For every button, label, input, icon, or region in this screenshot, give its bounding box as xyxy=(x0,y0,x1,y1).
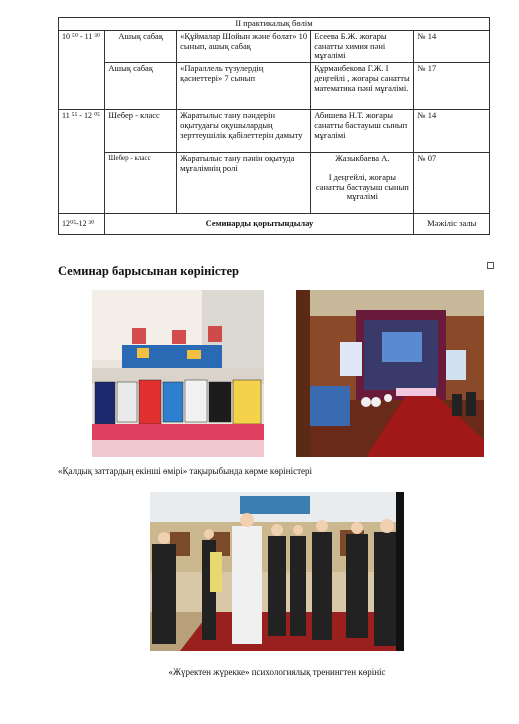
table-row xyxy=(59,63,490,110)
room-cell: № 14 xyxy=(414,30,490,62)
time-cell: 11 ⁵⁵ - 12 ⁰⁵ xyxy=(59,110,105,214)
topic-cell: «Параллель түзулердің қасиеттері» 7 сынып xyxy=(177,63,311,110)
room-cell: № 17 xyxy=(414,63,490,110)
schedule-table xyxy=(58,17,490,235)
topic-cell: «Құймалар Шойын және болат» 10 сынып, ашық сабақ xyxy=(177,30,311,62)
time-cell: 10 ⁵⁰ - 11 ³⁰ xyxy=(59,30,105,109)
person-cell: Есеева Б.Ж. жоғары санатты химия пәні мұғалімі xyxy=(311,30,414,62)
type-cell: Ашық сабақ xyxy=(105,63,177,110)
final-title: Семинарды қорытындылау xyxy=(105,214,414,235)
assembly-hall-photo xyxy=(296,290,484,457)
time-cell: 12⁰⁵-12 ³⁰ xyxy=(59,214,105,235)
page-heading: Семинар барысынан көріністер xyxy=(58,264,240,278)
person-title: I деңгейлі, жоғары санатты бастауыш сынып мұғалімі xyxy=(315,171,409,202)
table-row xyxy=(59,153,490,214)
table-row xyxy=(59,18,490,31)
table-row xyxy=(59,214,490,235)
photo-caption-1: «Қалдық заттардың екінші өмірі» тақырыбында көрме көріністері xyxy=(58,466,313,476)
training-photo xyxy=(150,492,404,651)
person-cell: Абишева Н.Т. жоғары санатты бастауыш сынып мұғалімі xyxy=(311,110,414,153)
type-cell: Шебер - класс xyxy=(105,153,177,214)
topic-cell: Жаратылыс тану пәндерін оқытудағы оқушылардың зерттеушілік қабілеттерін дамыту xyxy=(177,110,311,153)
section-title: II практикалық бөлім xyxy=(59,18,490,31)
table-row xyxy=(59,30,490,62)
type-cell: Шебер - класс xyxy=(105,110,177,153)
table-row xyxy=(59,110,490,153)
room-cell: Мәжіліс залы xyxy=(414,214,490,235)
person-cell: Құрманбекова Г.Ж. I деңгейлі , жоғары санатты математика пәні мұғалімі. xyxy=(311,63,414,110)
photo-caption-2: «Жүректен жүрекке» психологиялық тренингтен көрініс xyxy=(168,667,386,677)
person-cell xyxy=(311,153,414,214)
exhibition-photo xyxy=(92,290,264,457)
room-cell: № 07 xyxy=(414,153,490,214)
person-name: Жазыкбаева А. xyxy=(335,153,390,164)
type-cell: Ашық сабақ xyxy=(105,30,177,62)
topic-cell: Жаратылыс тану пәнін оқытуда мұғалімнің ролі xyxy=(177,153,311,214)
room-cell: № 14 xyxy=(414,110,490,153)
anchor-marker xyxy=(487,262,494,269)
